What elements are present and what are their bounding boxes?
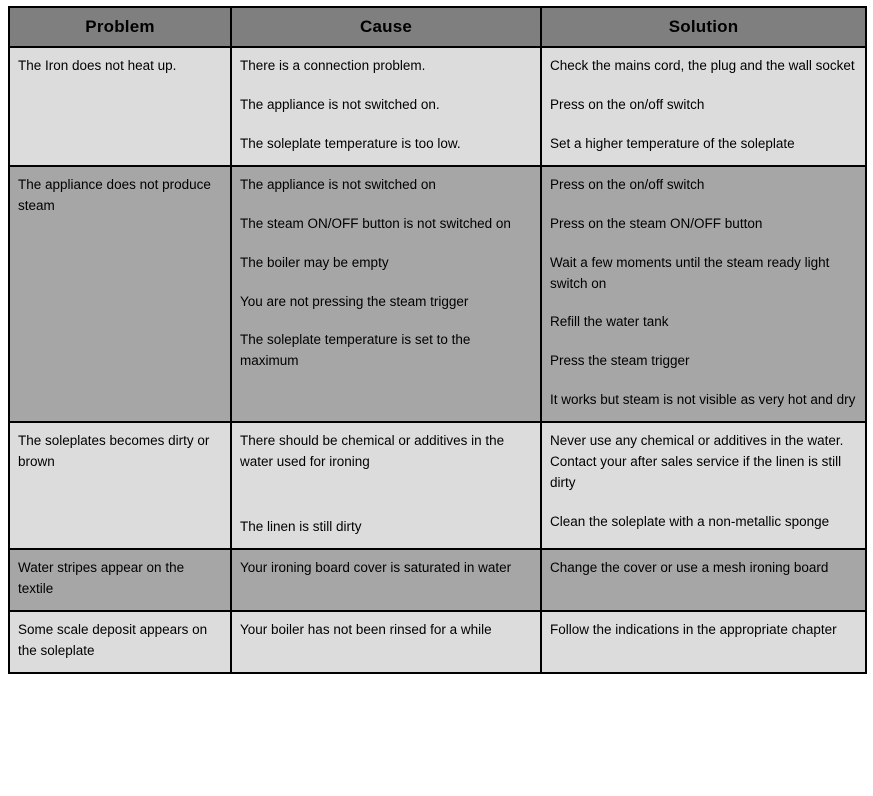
cell-line: The appliance is not switched on [240, 176, 436, 192]
cell-line: Press on the on/off switch [550, 96, 705, 112]
cell-line: Some scale deposit appears on the soleplate [18, 621, 208, 658]
cell-line: Water stripes appear on the textile [18, 559, 185, 596]
column-header-solution: Solution [541, 7, 866, 47]
cell-cause [231, 549, 541, 611]
cell-cause [231, 611, 541, 673]
table-row [9, 611, 866, 673]
column-header-cause: Cause [231, 7, 541, 47]
cell-problem [9, 549, 231, 611]
table-header [9, 7, 866, 47]
cell-problem [9, 47, 231, 166]
troubleshooting-table [8, 6, 867, 674]
cell-line: The appliance does not produce steam [18, 176, 211, 213]
cell-problem [9, 422, 231, 549]
cell-line: There should be chemical or additives in the water used for ironing [240, 433, 505, 470]
cell-cause [231, 166, 541, 422]
cell-line: There is a connection problem. [240, 58, 426, 73]
cell-line: Change the cover or use a mesh ironing board [550, 559, 829, 575]
cell-solution [541, 611, 866, 673]
cell-cause [231, 422, 541, 549]
cell-line: The soleplate temperature is set to the maximum [240, 332, 471, 369]
cell-line: Follow the indications in the appropriate chapter [550, 621, 837, 637]
cell-cause [231, 47, 541, 166]
cell-line: The soleplates becomes dirty or brown [18, 433, 210, 470]
cell-line: The steam ON/OFF button is not switched on [240, 215, 511, 231]
cell-line: You are not pressing the steam trigger [240, 293, 469, 309]
cell-line: Never use any chemical or additives in the water. Contact your after sales service if the linen is still dirty [550, 433, 844, 491]
cell-line: The appliance is not switched on. [240, 96, 440, 112]
cell-line: Refill the water tank [550, 314, 669, 330]
table-row [9, 166, 866, 422]
cell-line: Check the mains cord, the plug and the wall socket [550, 58, 855, 73]
column-header-problem: Problem [9, 7, 231, 47]
cell-line: The linen is still dirty [240, 519, 362, 535]
cell-line: Press the steam trigger [550, 353, 690, 369]
cell-solution [541, 166, 866, 422]
cell-solution [541, 47, 866, 166]
cell-line: Set a higher temperature of the soleplate [550, 135, 795, 151]
cell-solution [541, 549, 866, 611]
table-header-row [9, 7, 866, 47]
cell-problem [9, 611, 231, 673]
cell-line: The soleplate temperature is too low. [240, 135, 461, 151]
table-row [9, 422, 866, 549]
cell-problem [9, 166, 231, 422]
cell-line: The Iron does not heat up. [18, 58, 177, 73]
cell-solution [541, 422, 866, 549]
table-row [9, 47, 866, 166]
cell-line: It works but steam is not visible as very hot and dry [550, 392, 856, 408]
table-row [9, 549, 866, 611]
table-body [9, 47, 866, 673]
cell-line: Press on the on/off switch [550, 176, 705, 192]
cell-line: Press on the steam ON/OFF button [550, 215, 763, 231]
cell-line: Your boiler has not been rinsed for a while [240, 621, 492, 637]
cell-line: Clean the soleplate with a non-metallic sponge [550, 513, 830, 529]
cell-line: Wait a few moments until the steam ready light switch on [550, 254, 830, 291]
cell-line: Your ironing board cover is saturated in water [240, 559, 512, 575]
cell-line: The boiler may be empty [240, 254, 389, 270]
